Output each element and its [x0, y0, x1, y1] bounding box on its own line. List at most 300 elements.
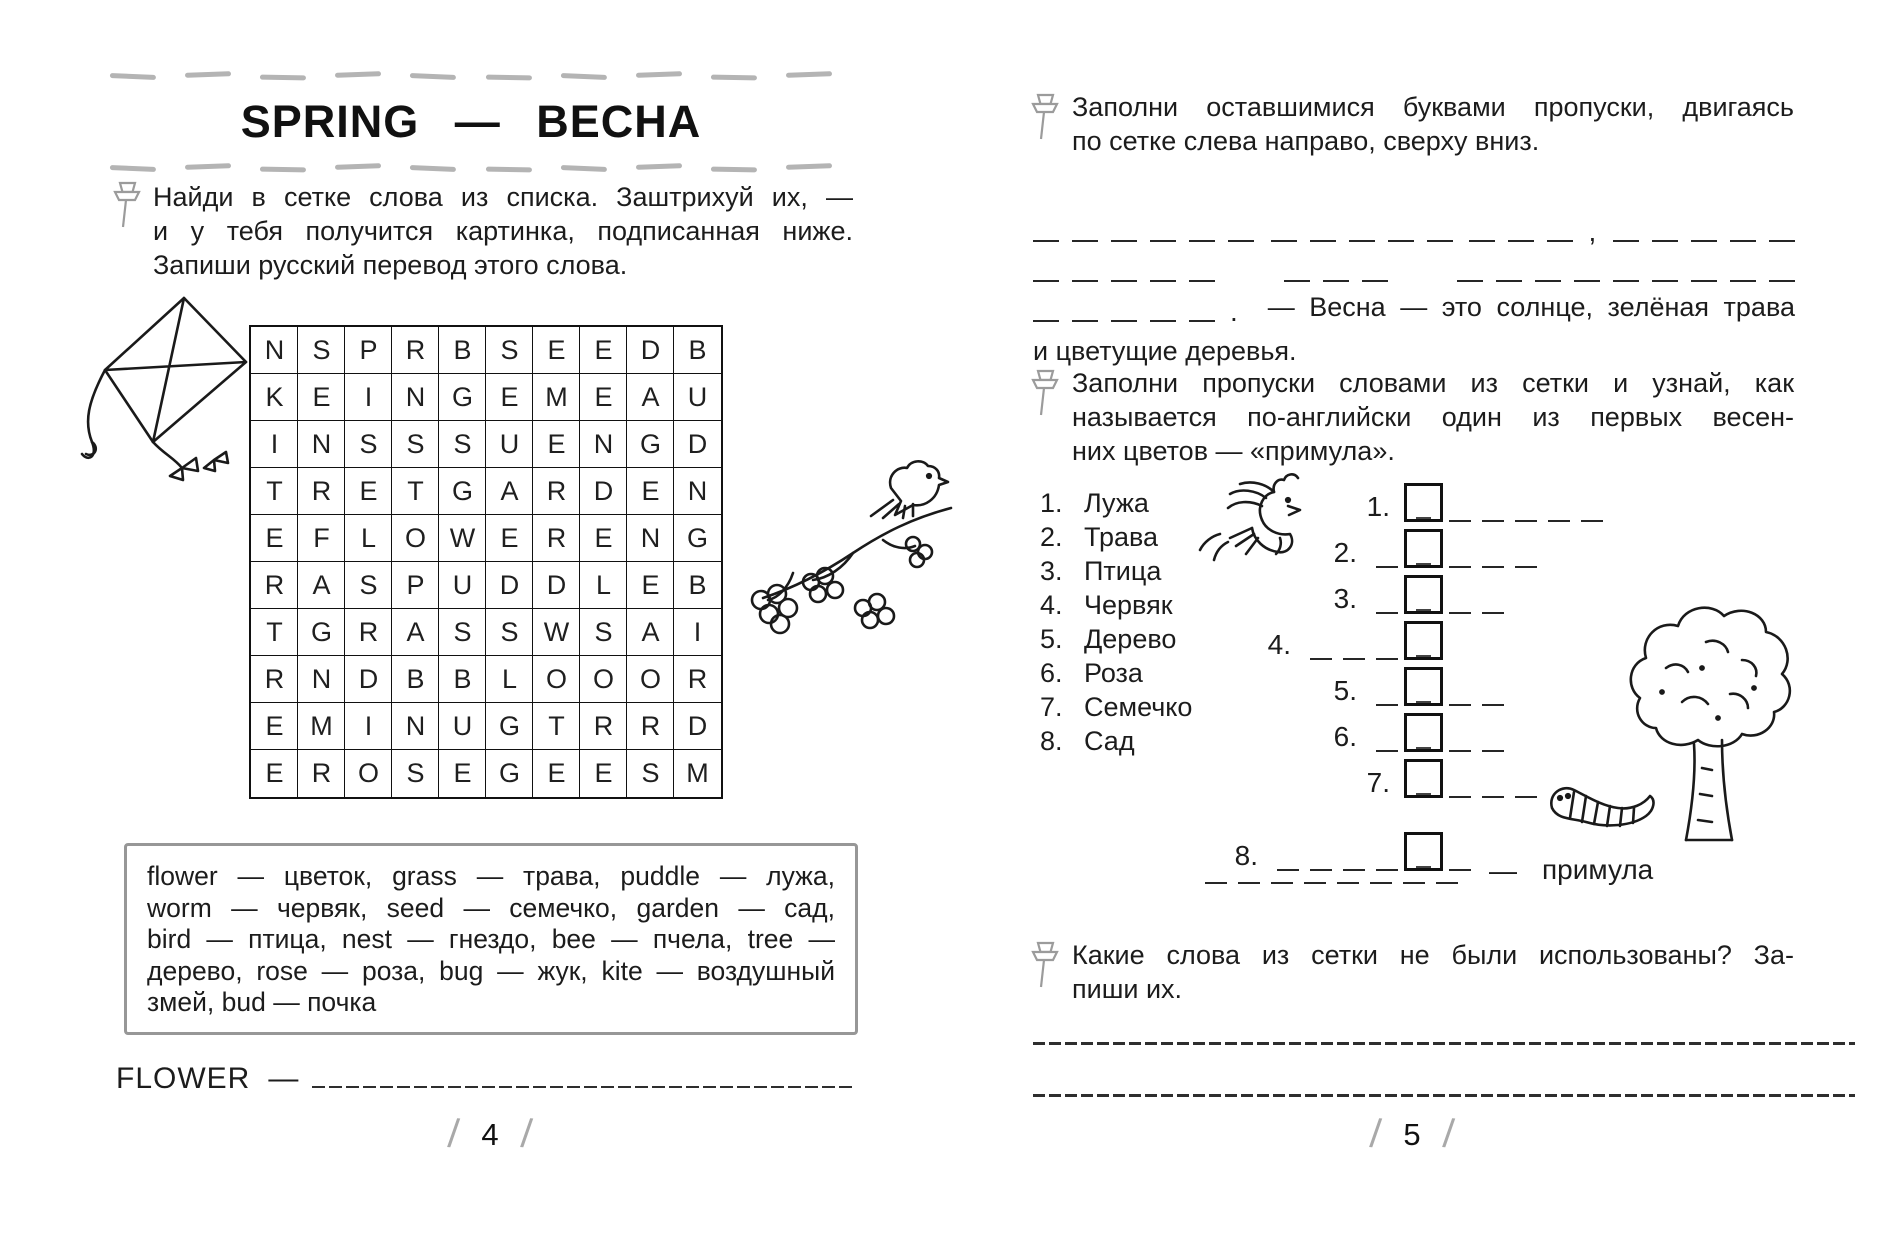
grid-cell: R [532, 514, 581, 563]
task1-after-text: и цветущие деревья. [1033, 336, 1297, 366]
blank-group [1613, 216, 1795, 242]
letter-slot [1581, 494, 1603, 522]
grid-cell: I [344, 702, 393, 751]
blank-slot [1613, 216, 1639, 242]
page-slash-icon: / [446, 1111, 461, 1157]
letter-slot [1482, 770, 1504, 798]
letter-box-slot [1416, 649, 1431, 657]
blank-slot [1111, 256, 1137, 282]
letter-slot [1403, 856, 1425, 884]
blank-line-text: — Весна — это солнце, зелёная трава [1267, 292, 1795, 322]
flower-answer-line [116, 1058, 854, 1096]
decorative-dash [335, 71, 381, 78]
grid-cell: E [485, 373, 534, 422]
grid-cell: K [250, 373, 299, 422]
page-slash-icon: / [1441, 1111, 1456, 1157]
blank-slot [1535, 256, 1561, 282]
blank-slot [1072, 216, 1098, 242]
list-item [1040, 622, 1192, 656]
letter-box [1404, 621, 1443, 660]
answer-row-left [1222, 676, 1398, 706]
list-item [1040, 554, 1192, 588]
letter-slot [1304, 856, 1326, 884]
grid-cell: B [673, 561, 722, 610]
blank-slot [1150, 216, 1176, 242]
list-item-label: Лужа [1084, 488, 1149, 518]
grid-cell: E [626, 561, 675, 610]
grid-cell: G [485, 702, 534, 751]
grid-cell: S [579, 608, 628, 657]
blank-group [1469, 216, 1597, 247]
letter-slot [1449, 494, 1471, 522]
grid-cell: L [485, 655, 534, 704]
list-item-number: 5. [1040, 624, 1063, 654]
grid-cell: D [626, 326, 675, 375]
answer-row-right [1449, 586, 1504, 614]
answer-row-left [1222, 492, 1398, 522]
decorative-dash [110, 165, 156, 172]
grid-cell: R [250, 561, 299, 610]
list-item-label: Сад [1084, 726, 1135, 756]
letter-slot [1548, 494, 1570, 522]
flower-label: FLOWER [116, 1062, 251, 1095]
blank-slot [1228, 216, 1254, 242]
letter-box [1404, 667, 1443, 706]
list-item-number: 7. [1040, 692, 1063, 722]
blank-slot [1033, 256, 1059, 282]
decorative-dash [410, 165, 456, 172]
answer-row-left [1222, 538, 1398, 568]
list-item [1040, 588, 1192, 622]
list-item-label: Дерево [1084, 624, 1177, 654]
grid-cell: R [626, 702, 675, 751]
list-item-number: 3. [1040, 556, 1063, 586]
list-item-number: 4. [1040, 590, 1063, 620]
list-item [1040, 486, 1192, 520]
blank-group [1284, 256, 1388, 282]
text-line: Заполни оставшимися буквами пропуски, двигаясь [1072, 92, 1794, 122]
grid-cell: E [532, 420, 581, 469]
flower-dash: — [268, 1062, 299, 1095]
blank-slot [1271, 216, 1297, 242]
list-item-label: Семечко [1084, 692, 1193, 722]
pushpin-icon [1028, 92, 1062, 149]
task1-blank-lines [1033, 212, 1795, 332]
task1-text [1072, 90, 1794, 158]
grid-cell: A [391, 608, 440, 657]
grid-cell: O [391, 514, 440, 563]
text-line: пиши их. [1072, 974, 1183, 1004]
pushpin-icon [1028, 940, 1062, 997]
letter-slot [1449, 678, 1471, 706]
answer-row-left [1222, 630, 1398, 660]
text-line: и у тебя получится картинка, подписанная ниже. [153, 216, 853, 246]
decorative-dash [260, 75, 306, 81]
answer-row-right [1449, 678, 1504, 706]
flower-write-line [312, 1058, 854, 1088]
blank-slot [1496, 256, 1522, 282]
letter-box [1404, 483, 1443, 522]
list-item-label: Трава [1084, 522, 1159, 552]
grid-cell: D [344, 655, 393, 704]
word-search-grid [249, 325, 723, 799]
grid-cell: S [626, 749, 675, 798]
blank-slot [1150, 256, 1176, 282]
pushpin-icon [1028, 368, 1062, 425]
letter-slot [1271, 856, 1293, 884]
grid-cell: S [438, 608, 487, 657]
letter-slot [1449, 724, 1471, 752]
text-line: змей, bud — почка [147, 987, 377, 1017]
blank-slot [1362, 256, 1388, 282]
blank-slot [1652, 216, 1678, 242]
text-line: Заполни пропуски словами из сетки и узнай, как [1072, 368, 1794, 398]
text-line: bird — птица, nest — гнездо, bee — пчела, tree — [147, 924, 835, 954]
letter-slot [1343, 632, 1365, 660]
answer-row-right [1449, 540, 1537, 568]
blank-slot [1427, 216, 1453, 242]
grid-cell: E [532, 749, 581, 798]
letter-slot [1482, 540, 1504, 568]
letter-slot [1482, 724, 1504, 752]
grid-cell: O [626, 655, 675, 704]
grid-cell: G [438, 467, 487, 516]
page-slash-icon: / [519, 1111, 534, 1157]
answer-row-number: 4. [1267, 629, 1291, 660]
grid-cell: G [626, 420, 675, 469]
answer-row [1222, 476, 1652, 522]
text-line: Запиши русский перевод этого слова. [153, 250, 628, 280]
grid-cell: A [626, 608, 675, 657]
blank-slot [1457, 256, 1483, 282]
letter-box-slot [1416, 695, 1431, 703]
blank-slot [1111, 216, 1137, 242]
list-item-label: Птица [1084, 556, 1162, 586]
letter-slot [1376, 632, 1398, 660]
blank-slot [1189, 216, 1215, 242]
answer-row-left [1222, 584, 1398, 614]
grid-cell: S [391, 749, 440, 798]
blank-slot [1547, 216, 1573, 242]
blank-slot [1033, 216, 1059, 242]
grid-cell: G [297, 608, 346, 657]
kite-illustration [78, 292, 258, 492]
list-item-label: Роза [1084, 658, 1143, 688]
blank-slot [1072, 296, 1098, 322]
pushpin-icon [110, 180, 144, 237]
letter-slot [1449, 586, 1471, 614]
grid-cell: A [485, 467, 534, 516]
list-item-label: Червяк [1084, 590, 1173, 620]
grid-cell: P [391, 561, 440, 610]
letter-box [1404, 713, 1443, 752]
grid-cell: T [391, 467, 440, 516]
letter-slot [1515, 770, 1537, 798]
text-line: Найди в сетке слова из списка. Заштрихуй их, — [153, 182, 853, 212]
page-slash-icon: / [1368, 1111, 1383, 1157]
answer-row-number: 5. [1333, 675, 1357, 706]
grid-cell: D [579, 467, 628, 516]
grid-cell: B [438, 655, 487, 704]
grid-cell: R [579, 702, 628, 751]
decorative-dash-row-top [110, 72, 832, 82]
list-item [1040, 690, 1192, 724]
text-line: называется по-английски один из первых весен- [1072, 402, 1794, 432]
decorative-dash [786, 71, 832, 78]
list-item [1040, 656, 1192, 690]
grid-cell: G [673, 514, 722, 563]
letter-slot [1376, 586, 1398, 614]
letter-box-slot [1416, 603, 1431, 611]
list-item-number: 6. [1040, 658, 1063, 688]
grid-cell: I [673, 608, 722, 657]
grid-cell: R [673, 655, 722, 704]
letter-slot [1376, 724, 1398, 752]
grid-cell: T [532, 702, 581, 751]
blank-slot [1508, 216, 1534, 242]
list-item [1040, 724, 1192, 758]
em-dash: — [1489, 855, 1517, 886]
decorative-dash [485, 75, 531, 81]
grid-cell: M [532, 373, 581, 422]
text-line: по сетке слева направо, сверху вниз. [1072, 126, 1540, 156]
grid-cell: D [532, 561, 581, 610]
letter-slot [1436, 856, 1458, 884]
letter-slot [1449, 540, 1471, 568]
letter-box [1404, 575, 1443, 614]
grid-cell: P [344, 326, 393, 375]
blank-group [1033, 216, 1254, 242]
grid-cell: R [532, 467, 581, 516]
grid-cell: U [673, 373, 722, 422]
decorative-dash-row-bottom [110, 164, 832, 174]
primrose-label: примула [1542, 854, 1654, 885]
answer-row-number: 3. [1333, 583, 1357, 614]
grid-cell: I [250, 420, 299, 469]
decorative-dash [260, 167, 306, 173]
bird-on-branch-illustration [733, 448, 958, 663]
blank-group [1033, 296, 1238, 327]
grid-cell: S [485, 608, 534, 657]
answer-row-right [1449, 770, 1537, 798]
blank-slot [1730, 216, 1756, 242]
page-number-left: / 4 / [446, 1111, 534, 1157]
decorative-dash [185, 163, 231, 170]
grid-cell: S [297, 326, 346, 375]
letter-box [1404, 759, 1443, 798]
grid-cell: O [532, 655, 581, 704]
list-item-number: 2. [1040, 522, 1063, 552]
letter-slot [1205, 856, 1227, 884]
letter-box-slot [1416, 511, 1431, 519]
grid-cell: E [250, 702, 299, 751]
blank-slot [1691, 256, 1717, 282]
grid-cell: S [344, 420, 393, 469]
blank-slot [1323, 256, 1349, 282]
letter-box [1404, 529, 1443, 568]
grid-cell: W [532, 608, 581, 657]
letter-slot [1515, 540, 1537, 568]
blank-slot [1072, 256, 1098, 282]
letter-slot [1482, 678, 1504, 706]
decorative-dash [560, 165, 606, 172]
grid-cell: D [673, 702, 722, 751]
grid-cell: N [673, 467, 722, 516]
grid-cell: E [250, 749, 299, 798]
blank-group [1271, 216, 1453, 242]
grid-cell: E [485, 514, 534, 563]
grid-cell: S [438, 420, 487, 469]
answer-row-number: 7. [1366, 767, 1390, 798]
grid-cell: E [344, 467, 393, 516]
grid-cell: R [250, 655, 299, 704]
grid-cell: E [579, 326, 628, 375]
text-line: дерево, rose — роза, bug — жук, kite — воздушный [147, 955, 835, 986]
grid-cell: E [250, 514, 299, 563]
decorative-dash [636, 71, 682, 78]
grid-cell: W [438, 514, 487, 563]
grid-cell: R [391, 326, 440, 375]
primrose-answer-line [1205, 856, 1653, 884]
answer-row [1222, 614, 1652, 660]
letter-slot [1337, 856, 1359, 884]
decorative-dash [786, 163, 832, 170]
grid-cell: S [391, 420, 440, 469]
grid-cell: E [579, 373, 628, 422]
grid-cell: A [297, 561, 346, 610]
text-line: них цветов — «примула». [1072, 436, 1395, 466]
grid-cell: N [297, 420, 346, 469]
page-number-right: / 5 / [1368, 1111, 1456, 1157]
grid-cell: E [579, 749, 628, 798]
decorative-dash [485, 167, 531, 173]
punctuation: . [1230, 296, 1238, 327]
blank-slot [1769, 256, 1795, 282]
list-item [1040, 520, 1192, 554]
grid-cell: E [626, 467, 675, 516]
blank-line [1033, 252, 1795, 282]
letter-slot [1310, 632, 1332, 660]
grid-cell: M [297, 702, 346, 751]
blank-slot [1310, 216, 1336, 242]
blank-slot [1033, 296, 1059, 322]
blank-slot [1111, 296, 1137, 322]
grid-cell: S [485, 326, 534, 375]
grid-cell: S [344, 561, 393, 610]
blank-group [1033, 256, 1215, 282]
grid-cell: D [673, 420, 722, 469]
answer-row-left [1222, 722, 1398, 752]
letter-box-slot [1416, 557, 1431, 565]
grid-cell: L [344, 514, 393, 563]
decorative-dash [711, 167, 757, 173]
answer-row [1222, 522, 1652, 568]
blank-line [1033, 292, 1795, 327]
answer-row-left [1222, 768, 1398, 798]
answer-row-number: 6. [1333, 721, 1357, 752]
grid-cell: E [438, 749, 487, 798]
grid-cell: U [438, 561, 487, 610]
grid-cell: T [250, 608, 299, 657]
task2-word-list [1040, 486, 1192, 758]
grid-cell: G [485, 749, 534, 798]
grid-cell: N [579, 420, 628, 469]
grid-cell: L [579, 561, 628, 610]
list-item-number: 8. [1040, 726, 1063, 756]
left-task-text [153, 180, 853, 282]
punctuation: , [1588, 216, 1597, 247]
decorative-dash [110, 73, 156, 80]
decorative-dash [335, 163, 381, 170]
grid-cell: I [344, 373, 393, 422]
decorative-dash [185, 71, 231, 78]
blank-slot [1652, 256, 1678, 282]
grid-cell: E [297, 373, 346, 422]
grid-cell: E [579, 514, 628, 563]
text-line: Какие слова из сетки не были использованы? За- [1072, 940, 1794, 970]
blank-slot [1769, 216, 1795, 242]
task2-text [1072, 366, 1794, 468]
answer-row-right [1449, 724, 1504, 752]
blank-slot [1189, 296, 1215, 322]
letter-box-slot [1416, 787, 1431, 795]
answer-row-number: 1. [1366, 491, 1390, 522]
write-line-1 [1033, 1042, 1855, 1045]
decorative-dash [711, 75, 757, 81]
blank-line [1033, 212, 1795, 247]
grid-cell: N [250, 326, 299, 375]
worm-illustration [1544, 780, 1659, 851]
blank-slot [1150, 296, 1176, 322]
blank-slot [1349, 216, 1375, 242]
grid-cell: R [297, 467, 346, 516]
grid-cell: A [626, 373, 675, 422]
blank-slot [1691, 216, 1717, 242]
task3-text [1072, 938, 1794, 1006]
word-list-box [124, 843, 858, 1035]
blank-slot [1284, 256, 1310, 282]
decorative-dash [410, 73, 456, 80]
grid-cell: E [532, 326, 581, 375]
text-line: flower — цветок, grass — трава, puddle — лужа, [147, 861, 835, 891]
grid-cell: N [391, 702, 440, 751]
answer-row [1222, 660, 1652, 706]
grid-cell: R [344, 608, 393, 657]
grid-cell: R [297, 749, 346, 798]
grid-cell: O [579, 655, 628, 704]
answer-row [1222, 706, 1652, 752]
blank-slot [1469, 216, 1495, 242]
decorative-dash [636, 163, 682, 170]
letter-slot [1376, 678, 1398, 706]
grid-cell: F [297, 514, 346, 563]
decorative-dash [560, 73, 606, 80]
grid-cell: M [673, 749, 722, 798]
grid-cell: U [438, 702, 487, 751]
blank-group [1457, 256, 1795, 282]
grid-cell: T [250, 467, 299, 516]
grid-cell: N [297, 655, 346, 704]
grid-cell: U [485, 420, 534, 469]
letter-slot [1449, 770, 1471, 798]
letter-box-slot [1416, 741, 1431, 749]
grid-cell: O [344, 749, 393, 798]
grid-cell: B [438, 326, 487, 375]
answer-row [1222, 568, 1652, 614]
letter-slot [1376, 540, 1398, 568]
blank-slot [1730, 256, 1756, 282]
page-title-block [110, 72, 832, 174]
